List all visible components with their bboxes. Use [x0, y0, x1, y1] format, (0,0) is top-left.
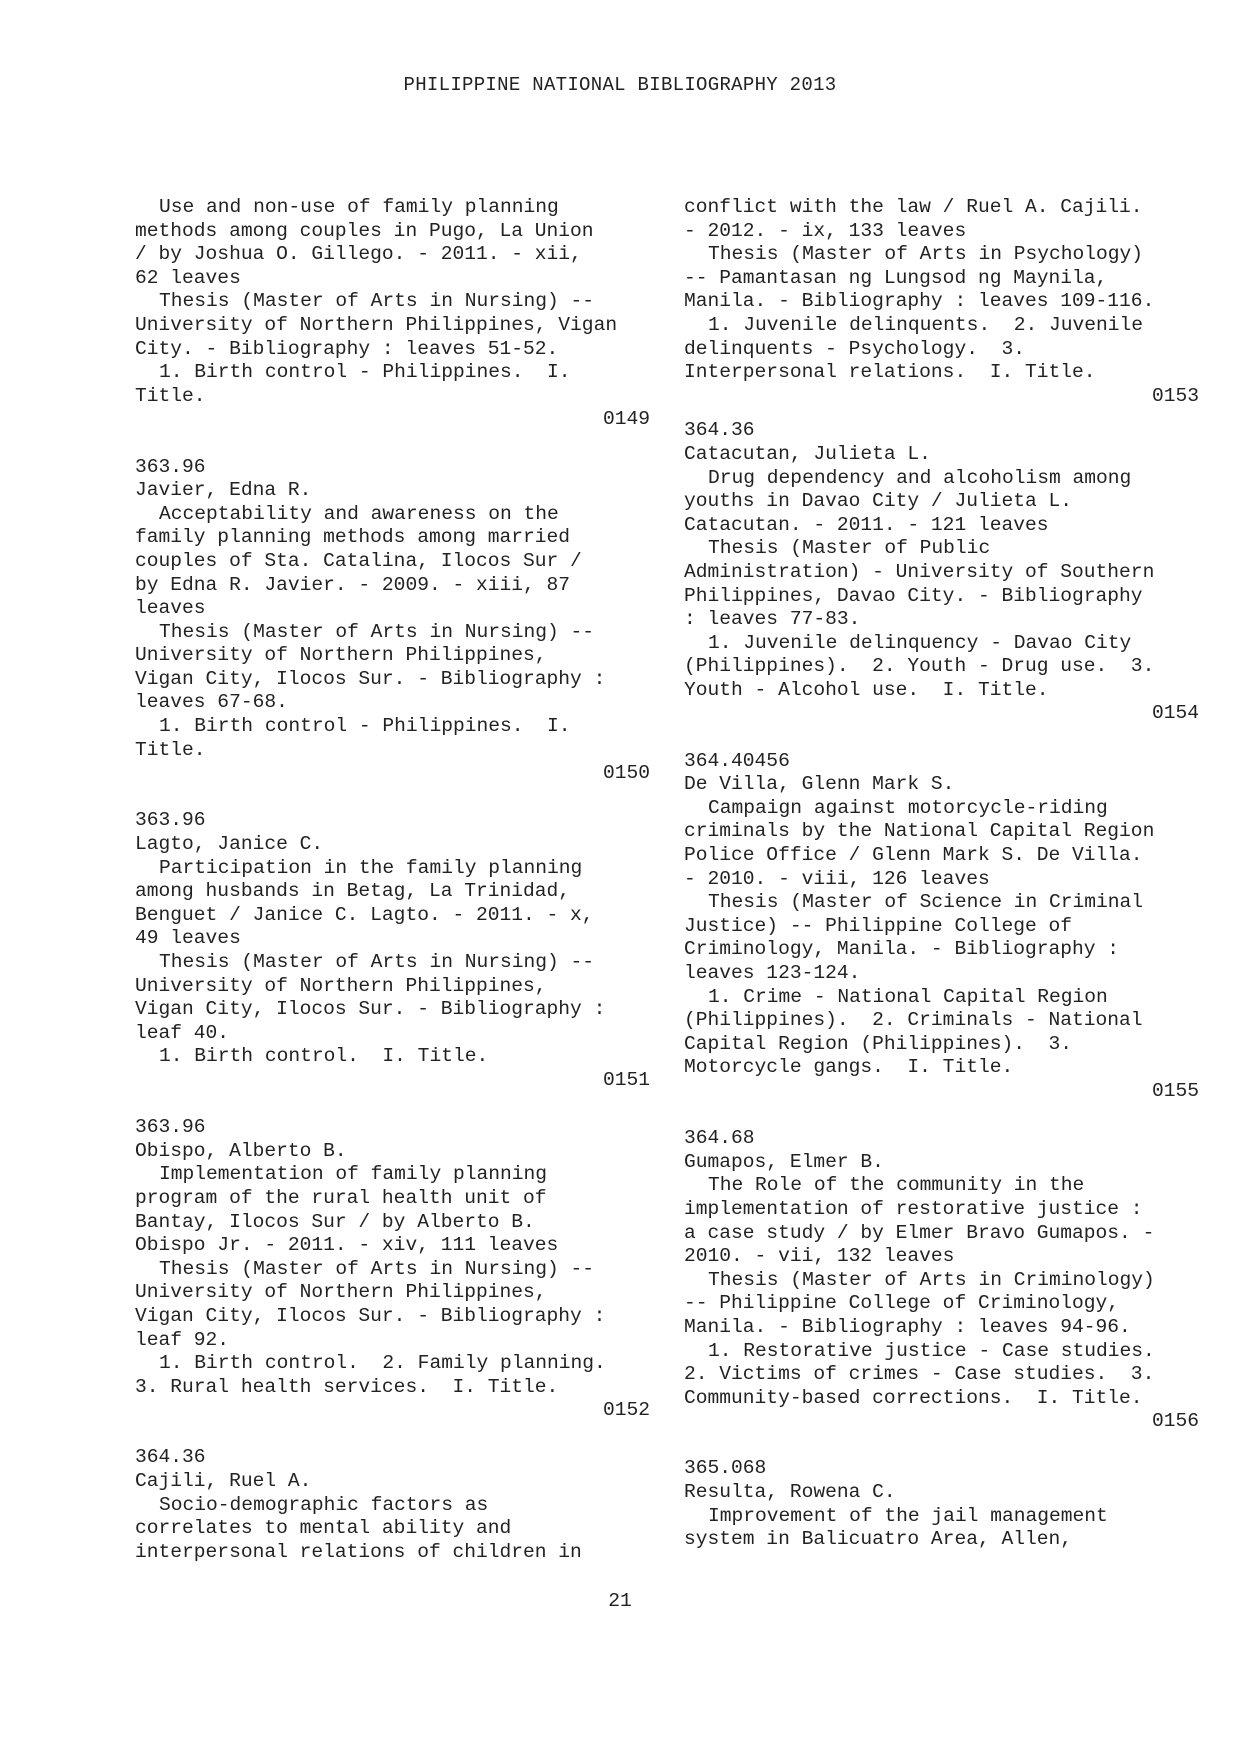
entry-line: 1. Birth control. 2. Family planning. [159, 1352, 606, 1375]
entry-line: Vigan City, Ilocos Sur. - Bibliography : [135, 998, 606, 1021]
right-column [684, 196, 1199, 1575]
entry-line: (Philippines). 2. Criminals - National [684, 1009, 1143, 1032]
entry-line: Thesis (Master of Arts in Criminology) [708, 1268, 1155, 1291]
entry-line: Campaign against motorcycle-riding [708, 796, 1108, 819]
entry-line: Acceptability and awareness on the [159, 502, 559, 525]
entry-line: delinquents - Psychology. 3. [684, 337, 1025, 360]
entry-line: system in Balicuatro Area, Allen, [684, 1528, 1073, 1551]
entry-line: Manila. - Bibliography : leaves 109-116. [684, 290, 1155, 313]
entry-line: Vigan City, Ilocos Sur. - Bibliography : [135, 667, 606, 690]
entry-line: Thesis (Master of Arts in Nursing) -- [159, 290, 595, 313]
entry-line: Catacutan, Julieta L. [684, 442, 931, 465]
entry-number: 0154 [1151, 702, 1199, 725]
entry-line: 1. Birth control - Philippines. I. [159, 361, 571, 384]
entry-line: 1. Birth control - Philippines. I. [159, 715, 571, 738]
entry-line: 363.96 [135, 455, 206, 478]
entry-line: Use and non-use of family planning [159, 196, 559, 218]
entry-line: Drug dependency and alcoholism among [708, 466, 1132, 489]
entry-line: methods among couples in Pugo, La Union [135, 219, 594, 242]
entry-line: Resulta, Rowena C. [684, 1481, 896, 1504]
entry-line: De Villa, Glenn Mark S. [684, 773, 955, 796]
entry-line: Obispo Jr. - 2011. - xiv, 111 leaves [135, 1234, 559, 1257]
entry-line: / by Joshua O. Gillego. - 2011. - xii, [135, 243, 582, 266]
entry-line: University of Northern Philippines, [135, 974, 547, 997]
entry-line: - 2012. - ix, 133 leaves [684, 219, 967, 242]
entry-line: : leaves 77-83. [684, 608, 861, 631]
entry-line: 2. Victims of crimes - Case studies. 3. [684, 1363, 1155, 1386]
entry-line: Lagto, Janice C. [135, 833, 324, 856]
entry-line: Socio-demographic factors as [159, 1493, 489, 1516]
entry-number: 0156 [1151, 1410, 1199, 1433]
entry-line: 363.96 [135, 809, 206, 832]
entry-line: Bantay, Ilocos Sur / by Alberto B. [135, 1210, 535, 1233]
entry-line: Thesis (Master of Public [708, 537, 991, 560]
entry-line: Criminology, Manila. - Bibliography : [684, 938, 1120, 961]
entry-line: 1. Restorative justice - Case studies. [708, 1339, 1155, 1362]
entry-line: 2010. - vii, 132 leaves [684, 1245, 955, 1268]
entry-line: Motorcycle gangs. I. Title. [684, 1056, 1014, 1079]
entry-line: Capital Region (Philippines). 3. [684, 1032, 1073, 1055]
entry-line: Youth - Alcohol use. I. Title. [684, 678, 1049, 701]
entry-line: a case study / by Elmer Bravo Gumapos. - [684, 1221, 1155, 1244]
entry-line: 1. Crime - National Capital Region [708, 985, 1108, 1008]
entry-number: 0153 [1151, 384, 1199, 407]
entry-line: - 2010. - viii, 126 leaves [684, 867, 990, 890]
entry-line: 1. Juvenile delinquency - Davao City [708, 631, 1132, 654]
entry-line: Title. [135, 384, 206, 407]
entry-line: leaves [135, 597, 206, 620]
entry-line: Improvement of the jail management [708, 1504, 1108, 1527]
entry-line: leaf 40. [135, 1021, 230, 1044]
entry-number: 0150 [602, 762, 650, 785]
entry-line: Title. [135, 738, 206, 761]
entry-line: Thesis (Master of Arts in Nursing) -- [159, 1257, 595, 1280]
entry-line: The Role of the community in the [708, 1174, 1085, 1197]
entry-line: Gumapos, Elmer B. [684, 1150, 884, 1173]
entry-line: Community-based corrections. I. Title. [684, 1386, 1143, 1409]
entry-line: Catacutan. - 2011. - 121 leaves [684, 513, 1049, 536]
entry-line: interpersonal relations of children in [135, 1540, 582, 1563]
entry-line: implementation of restorative justice : [684, 1197, 1143, 1220]
entry-line: Interpersonal relations. I. Title. [684, 361, 1096, 384]
entry-line: conflict with the law / Ruel A. Cajili. [684, 196, 1143, 218]
entry-line: -- Pamantasan ng Lungsod ng Maynila, [684, 266, 1108, 289]
entry-line: (Philippines). 2. Youth - Drug use. 3. [684, 655, 1155, 678]
bibliography-entry [135, 196, 650, 432]
entry-line: Thesis (Master of Arts in Psychology) [708, 243, 1144, 266]
entry-line: Thesis (Master of Science in Criminal [708, 891, 1144, 914]
page-number: 21 [608, 1590, 632, 1612]
entry-line: 364.36 [684, 419, 755, 442]
entry-line: 62 leaves [135, 266, 241, 289]
entry-line: 365.068 [684, 1457, 767, 1480]
bibliography-entry [135, 809, 650, 1092]
entry-line: Participation in the family planning [159, 856, 583, 879]
entry-line: 364.36 [135, 1446, 206, 1469]
bibliography-entry [684, 1127, 1199, 1434]
entry-line: 364.40456 [684, 749, 790, 772]
entry-line: -- Philippine College of Criminology, [684, 1292, 1120, 1315]
entry-line: 1. Birth control. I. Title. [159, 1045, 489, 1068]
entry-line: Implementation of family planning [159, 1163, 548, 1186]
entry-line: 364.68 [684, 1127, 755, 1150]
entry-number: 0151 [602, 1068, 650, 1091]
entry-line: 49 leaves [135, 927, 241, 950]
entry-line: Obispo, Alberto B. [135, 1139, 347, 1162]
entry-line: by Edna R. Javier. - 2009. - xiii, 87 [135, 573, 571, 596]
entry-line: couples of Sta. Catalina, Ilocos Sur / [135, 549, 582, 572]
entry-line: Thesis (Master of Arts in Nursing) -- [159, 951, 595, 973]
entry-line: University of Northern Philippines, [135, 1281, 547, 1304]
page-header: PHILIPPINE NATIONAL BIBLIOGRAPHY 2013 [403, 74, 837, 96]
entry-line: family planning methods among married [135, 526, 571, 549]
entry-line: among husbands in Betag, La Trinidad, [135, 880, 571, 903]
entry-number: 0152 [602, 1399, 650, 1422]
left-column [135, 196, 650, 1588]
entry-line: Javier, Edna R. [135, 479, 312, 502]
entry-line: Thesis (Master of Arts in Nursing) -- [159, 620, 595, 643]
entry-line: University of Northern Philippines, Vigan [135, 313, 618, 336]
entry-line: youths in Davao City / Julieta L. [684, 490, 1073, 513]
bibliography-entry [135, 1116, 650, 1423]
bibliography-entry [684, 750, 1199, 1104]
entry-line: Vigan City, Ilocos Sur. - Bibliography : [135, 1304, 606, 1327]
entry-line: program of the rural health unit of [135, 1186, 547, 1209]
entry-line: Justice) -- Philippine College of [684, 914, 1073, 937]
entry-line: Manila. - Bibliography : leaves 94-96. [684, 1315, 1131, 1338]
entry-line: leaf 92. [135, 1328, 230, 1351]
entry-line: correlates to mental ability and [135, 1517, 512, 1540]
entry-number: 0149 [602, 408, 650, 431]
entry-line: Administration) - University of Southern [684, 560, 1155, 583]
entry-line: Cajili, Ruel A. [135, 1470, 312, 1493]
bibliography-entry [135, 456, 650, 786]
entry-line: City. - Bibliography : leaves 51-52. [135, 337, 559, 360]
entry-line: leaves 123-124. [684, 962, 861, 984]
entry-line: 3. Rural health services. I. Title. [135, 1375, 559, 1398]
entry-number: 0155 [1151, 1079, 1199, 1102]
entry-line: Benguet / Janice C. Lagto. - 2011. - x, [135, 903, 594, 926]
bibliography-entry [684, 1457, 1199, 1551]
entry-line: criminals by the National Capital Region [684, 820, 1155, 843]
entry-line: Police Office / Glenn Mark S. De Villa. [684, 844, 1143, 867]
entry-line: Philippines, Davao City. - Bibliography [684, 584, 1143, 607]
entry-line: leaves 67-68. [135, 691, 288, 714]
entry-line: 1. Juvenile delinquents. 2. Juvenile [708, 313, 1144, 336]
entry-line: 363.96 [135, 1116, 206, 1139]
bibliography-entry [135, 1446, 650, 1564]
entry-line: University of Northern Philippines, [135, 644, 547, 667]
bibliography-entry [684, 419, 1199, 726]
bibliography-entry [684, 196, 1199, 408]
